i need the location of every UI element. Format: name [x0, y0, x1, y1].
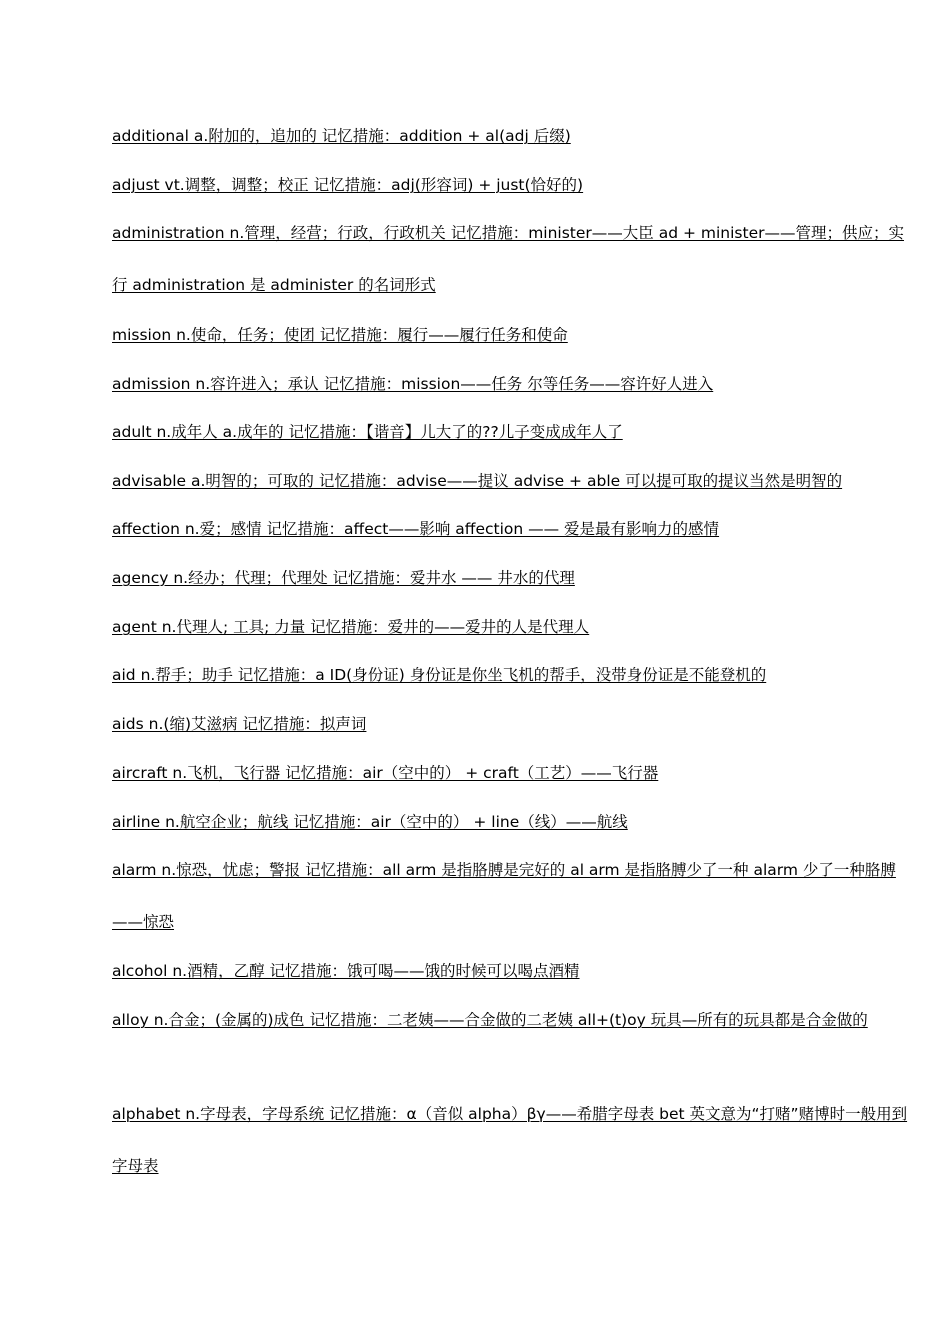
entry-aids: aids n.(缩)艾滋病 记忆措施：拟声词: [112, 715, 367, 733]
entry-advisable: advisable a.明智的；可取的 记忆措施：advise——提议 advise + able 可以提可取的提议当然是明智的: [112, 472, 843, 490]
entry-airline: airline n.航空企业；航线 记忆措施：air（空中的） + line（线）——航线: [112, 813, 628, 831]
entry-alcohol: alcohol n.酒精，乙醇 记忆措施：饿可喝——饿的时候可以喝点酒精: [112, 962, 580, 980]
entry-agent: agent n.代理人; 工具; 力量 记忆措施：爱井的——爱井的人是代理人: [112, 618, 590, 636]
entry-admission: admission n.容许进入；承认 记忆措施：mission——任务 尔等任务——容许好人进入: [112, 375, 714, 393]
entry-agency: agency n.经办；代理；代理处 记忆措施：爱井水 —— 井水的代理: [112, 569, 575, 587]
entry-affection: affection n.爱；感情 记忆措施：affect——影响 affection —— 爱是最有影响力的感情: [112, 520, 720, 538]
entry-mission: mission n.使命，任务；使团 记忆措施：履行——履行任务和使命: [112, 326, 568, 344]
entry-alloy: alloy n.合金；(金属的)成色 记忆措施：二老姨——合金做的二老姨 all+(t)oy 玩具—所有的玩具都是合金做的: [112, 1011, 868, 1029]
entry-administration: administration n.管理，经营；行政，行政机关 记忆措施：minister——大臣 ad + minister——管理；供应；实行 administration 是 administer 的名词形式: [112, 224, 904, 294]
entry-adjust: adjust vt.调整，调整；校正 记忆措施：adj(形容词) + just(恰好的): [112, 176, 584, 194]
entry-alphabet: alphabet n.字母表，字母系统 记忆措施：α（音似 alpha）βγ——希腊字母表 bet 英文意为“打赌”赌博时一般用到字母表: [112, 1105, 908, 1175]
entry-aircraft: aircraft n.飞机，飞行器 记忆措施：air（空中的） + craft（工艺）——飞行器: [112, 764, 659, 782]
entry-adult: adult n.成年人 a.成年的 记忆措施：【谐音】儿大了的??儿子变成成年人了: [112, 423, 623, 441]
entry-aid: aid n.帮手；助手 记忆措施：a ID(身份证) 身份证是你坐飞机的帮手，没带身份证是不能登机的: [112, 666, 767, 684]
entry-additional: additional a.附加的，追加的 记忆措施：addition + al(adj 后缀): [112, 127, 571, 145]
entry-alarm: alarm n.惊恐，忧虑；警报 记忆措施：all arm 是指胳膊是完好的 al arm 是指胳膊少了一种 alarm 少了一种胳膊——惊恐: [112, 861, 896, 931]
